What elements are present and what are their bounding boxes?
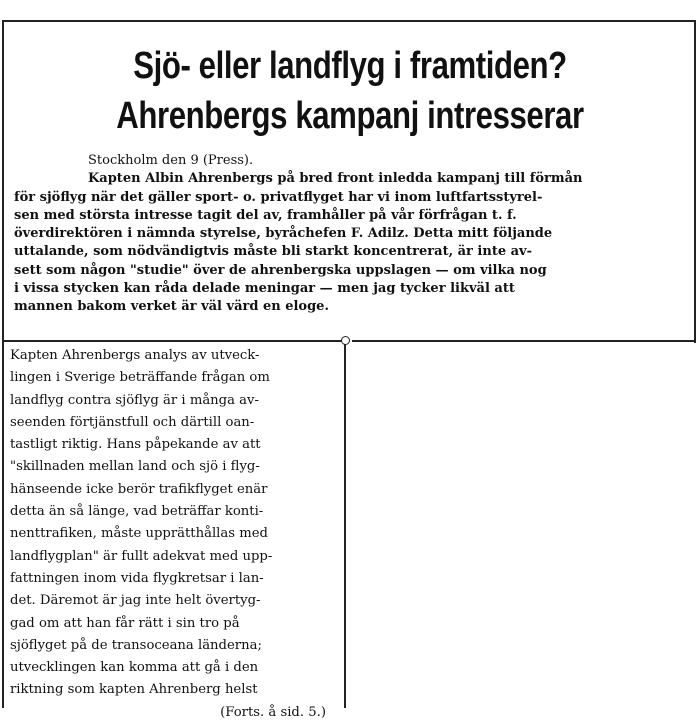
lead-line: i vissa stycken kan råda delade meningar — men jag tycker likväl att: [14, 281, 515, 297]
column-rule: [344, 342, 346, 708]
dateline: Stockholm den 9 (Press).: [88, 153, 254, 168]
body-line: nenttrafiken, måste upprätthållas med: [10, 526, 268, 542]
rule-ornament: [341, 336, 350, 345]
body-line: det. Däremot är jag inte helt övertyg-: [10, 593, 261, 609]
body-line: landflyg contra sjöflyg är i många av-: [10, 392, 259, 408]
body-line: utvecklingen kan komma att gå i den: [10, 660, 259, 676]
frame-rule-top: [2, 20, 696, 22]
frame-rule-right: [694, 20, 696, 343]
body-line: fattningen inom vida flygkretsar i lan-: [10, 570, 264, 586]
lead-line: Kapten Albin Ahrenbergs på bred front inledda kampanj till förmån: [88, 171, 583, 187]
body-line: detta än så länge, vad beträffar konti-: [10, 504, 264, 520]
body-line: riktning som kapten Ahrenberg helst: [10, 682, 258, 698]
lead-line: överdirektören i nämnda styrelse, byråchefen F. Adilz. Detta mitt följande: [14, 226, 553, 242]
lead-line: mannen bakom verket är väl värd en eloge.: [14, 299, 329, 315]
lead-paragraph: [14, 152, 684, 317]
lead-line: för sjöflyg när det gäller sport- o. privatflyget har vi inom luftfartsstyrel-: [14, 189, 543, 205]
body-line: "skillnaden mellan land och sjö i flyg-: [10, 459, 260, 475]
body-line: tastligt riktig. Hans påpekande av att: [10, 437, 261, 453]
headline-line-2: Ahrenbergs kampanj intresserar: [116, 95, 584, 137]
body-line: sjöflyget på de transoceana länderna;: [10, 637, 262, 653]
body-line: Kapten Ahrenbergs analys av utveck-: [10, 348, 260, 363]
body-line: seenden förtjänstfull och därtill oan-: [10, 414, 255, 430]
body-line: landflygplan" är fullt adekvat med upp-: [10, 548, 273, 564]
body-line: gad om att han får rätt i sin tro på: [10, 615, 240, 631]
frame-rule-left: [2, 20, 4, 708]
continuation-note: (Forts. å sid. 5.): [220, 704, 326, 720]
frame-rule-middle-right: [352, 340, 696, 342]
body-line: hänseende icke berör trafikflyget enär: [10, 481, 268, 497]
lead-line: uttalande, som nödvändigtvis måste bli starkt koncentrerat, är inte av-: [14, 244, 532, 260]
lead-line: sen med största intresse tagit del av, framhåller på vår förfrågan t. f.: [14, 207, 517, 223]
body-column: [10, 345, 340, 724]
headline-line-1: Sjö- eller landflyg i framtiden?: [133, 45, 567, 87]
frame-rule-middle-left: [4, 340, 344, 342]
body-line: lingen i Sverige beträffande frågan om: [10, 370, 270, 386]
lead-line: sett som någon "studie" över de ahrenbergska uppslagen — om vilka nog: [14, 262, 547, 278]
